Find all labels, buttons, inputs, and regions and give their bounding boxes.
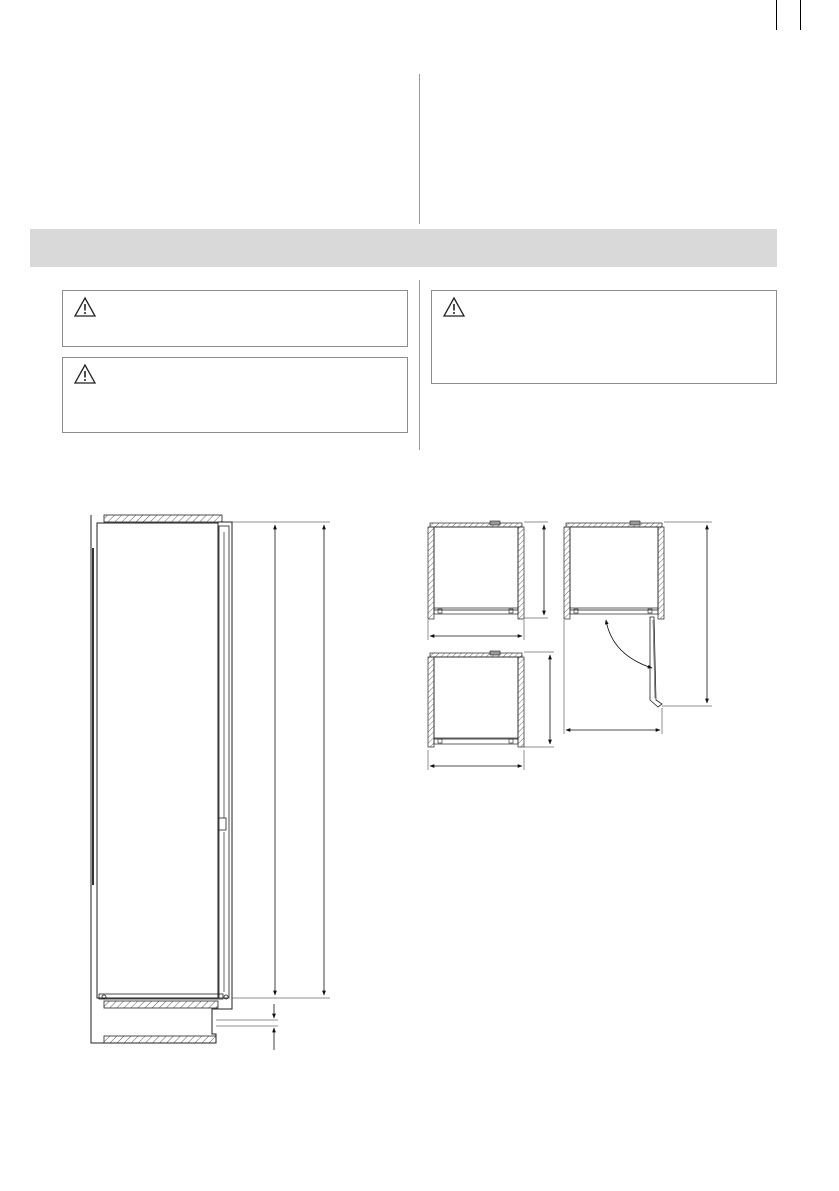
plan-view-door-open (564, 521, 712, 734)
warning-box-2 (62, 357, 408, 433)
cut-mark-right (800, 0, 801, 30)
plan-view-closed-bottom (428, 651, 554, 770)
door-opening-plan-views (410, 510, 740, 775)
section-heading-band (30, 229, 777, 267)
warning-triangle-icon (73, 296, 97, 318)
warning-triangle-icon (442, 296, 466, 318)
warning-triangle-icon (73, 363, 97, 385)
warning-box-3 (431, 290, 777, 384)
column-divider-middle (419, 280, 420, 450)
column-divider-top (419, 74, 420, 224)
cut-mark-left (776, 0, 777, 30)
plan-view-closed-top (428, 521, 548, 640)
appliance-niche-side-view (70, 505, 370, 1065)
warning-box-1 (62, 290, 408, 347)
